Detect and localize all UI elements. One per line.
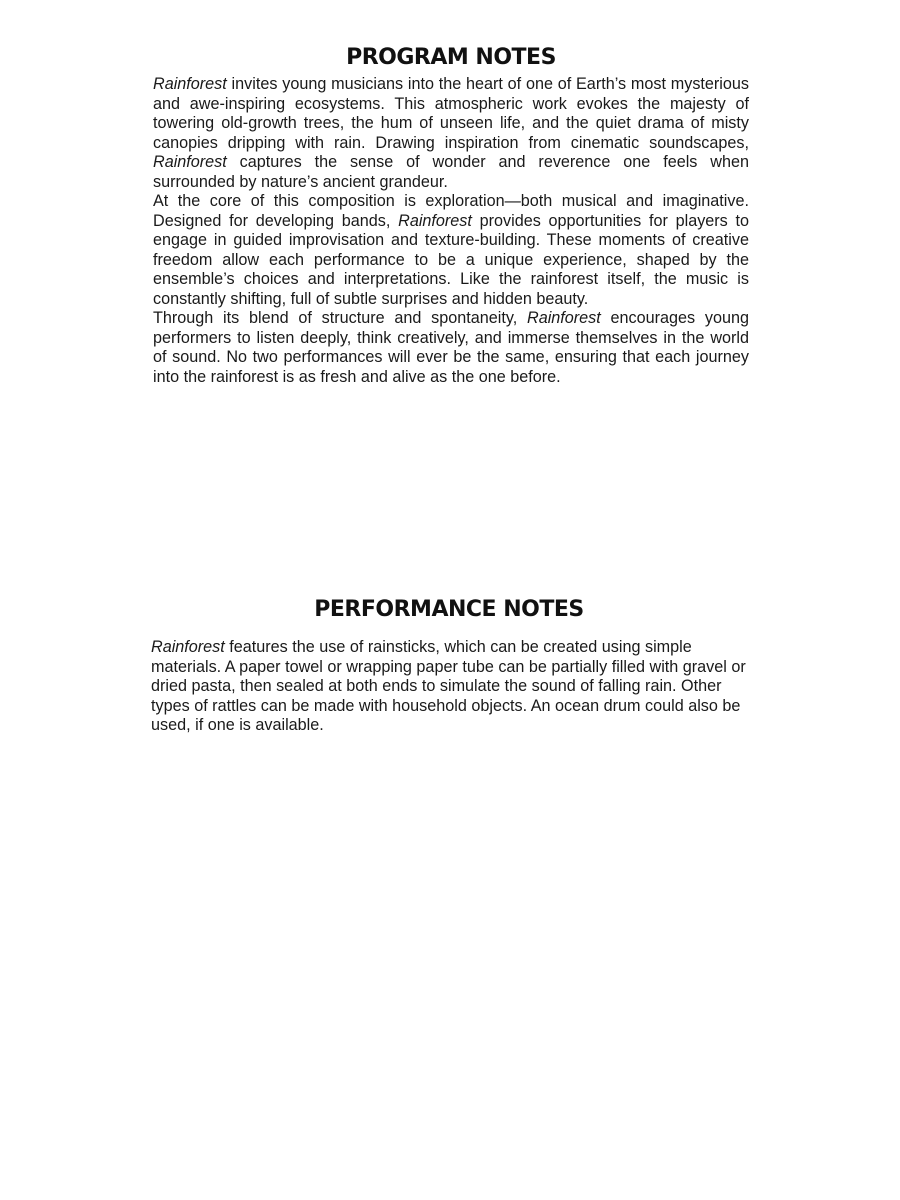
paragraph-text: captures the sense of wonder and reverence one feels when surrounded by nature’s ancient grandeur. — [153, 153, 749, 191]
program-notes-paragraph-1 — [153, 75, 749, 192]
paragraph-text: Through its blend of structure and spontaneity, — [153, 309, 527, 327]
paragraph-text: invites young musicians into the heart of one of Earth’s most mysterious and awe-inspiring ecosystems. This atmospheric work evokes the majesty of towering old-growth trees, the hum of unseen life, and the quiet drama of misty canopies dripping with rain. Drawing inspiration from cinematic soundscapes, — [153, 75, 749, 152]
program-notes-section — [153, 44, 749, 387]
program-notes-paragraph-2 — [153, 192, 749, 309]
paragraph-text: encourages young performers to listen deeply, think creatively, and immerse themselves in the world of sound. No two performances will ever be the same, ensuring that each journey into the rainforest is as fresh and alive as the one before. — [153, 309, 750, 386]
paragraph-text: features the use of rainsticks, which can be created using simple materials. A paper towel or wrapping paper tube can be partially filled with gravel or dried pasta, then sealed at both ends to simulate the sound of falling rain. Other types of rattles can be made with household objects. An ocean drum could also be used, if one is available. — [151, 638, 746, 734]
performance-notes-paragraph — [151, 638, 747, 736]
program-notes-paragraph-3 — [153, 309, 749, 387]
title-italic: Rainforest — [398, 211, 472, 230]
performance-notes-section — [151, 596, 747, 736]
performance-notes-heading: PERFORMANCE NOTES — [314, 597, 584, 622]
title-italic: Rainforest — [527, 309, 601, 327]
title-italic: Rainforest — [153, 75, 227, 93]
paragraph-text: At the core of this composition is exploration—both musical and imaginative. Designed for developing bands, — [153, 192, 749, 230]
title-italic: Rainforest — [153, 153, 227, 171]
program-notes-heading: PROGRAM NOTES — [346, 45, 556, 70]
title-italic: Rainforest — [151, 638, 225, 656]
paragraph-text: provides opportunities for players to engage in guided improvisation and texture-building. These moments of creative freedom allow each performance to be a unique experience, shaped by the ensemble’s choices and interpretations. Like the rainforest itself, the music is constantly shifting, full of subtle surprises and hidden beauty. — [153, 211, 750, 308]
